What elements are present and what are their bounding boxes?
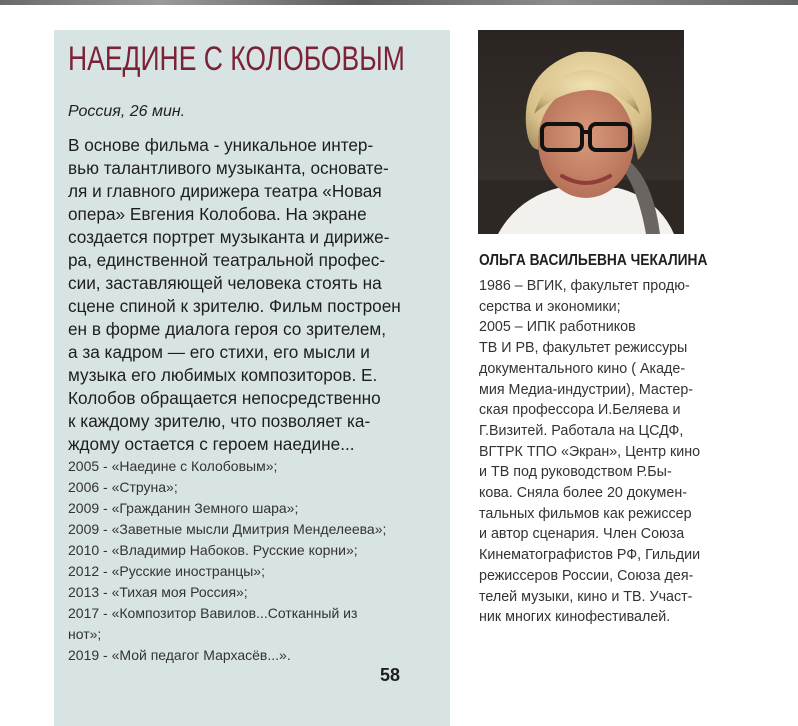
filmography-item: 2010 - «Владимир Набоков. Русские корни»; [68, 542, 358, 558]
filmography-item: 2012 - «Русские иностранцы»; [68, 563, 265, 579]
filmography-list [68, 456, 448, 666]
film-title: НАЕДИНЕ С КОЛОБОВЫМ [68, 40, 405, 78]
description-line: ждому остается с героем наедине... [68, 434, 355, 454]
filmography-item: нот»; [68, 626, 102, 642]
filmography-item: 2006 - «Струна»; [68, 479, 178, 495]
description-line: В основе фильма - уникальное интер- [68, 135, 374, 155]
bio-line: режиссеров России, Союза дея- [479, 567, 694, 584]
bio-line: ская профессора И.Беляева и [479, 402, 681, 419]
description-line: ля и главного дирижера театра «Новая [68, 181, 382, 201]
filmography-item: 2019 - «Мой педагог Мархасёв...». [68, 647, 291, 663]
bio-line: 2005 – ИПК работников [479, 319, 636, 336]
director-portrait [478, 30, 684, 234]
bio-line: 1986 – ВГИК, факультет продю- [479, 278, 690, 294]
filmography-item: 2013 - «Тихая моя Россия»; [68, 584, 248, 600]
description-line: вью талантливого музыканта, основате- [68, 158, 389, 178]
director-name: ОЛЬГА ВАСИЛЬЕВНА ЧЕКАЛИНА [479, 252, 708, 269]
film-meta: Россия, 26 мин. [68, 103, 186, 120]
bio-line: Г.Визитей. Работала на ЦСДФ, [479, 422, 684, 439]
description-line: сцене спиной к зрителю. Фильм построен [68, 296, 401, 316]
film-description [68, 134, 448, 456]
bio-line: ТВ И РВ, факультет режиссуры [479, 340, 688, 357]
bio-line: кова. Сняла более 20 докумен- [479, 485, 687, 502]
filmography-item: 2005 - «Наедине с Колобовым»; [68, 458, 278, 474]
filmography-item: 2009 - «Заветные мысли Дмитрия Менделеева»; [68, 521, 387, 537]
filmography-item: 2017 - «Композитор Вавилов...Сотканный из [68, 605, 358, 621]
description-line: создается портрет музыканта и дириже- [68, 227, 390, 247]
description-line: опера» Евгения Колобова. На экране [68, 204, 367, 224]
bio-line: тальных фильмов как режиссер [479, 505, 692, 522]
director-bio [479, 276, 789, 628]
bio-line: серства и экономики; [479, 298, 621, 315]
description-line: ра, единственной театральной профес- [68, 250, 386, 270]
description-line: а за кадром — его стихи, его мысли и [68, 342, 370, 362]
description-line: музыка его любимых композиторов. Е. [68, 365, 378, 385]
bio-line: мия Медиа-индустрии), Мастер- [479, 381, 694, 398]
page-number: 58 [380, 665, 401, 685]
bio-line: и автор сценария. Член Союза [479, 526, 685, 543]
bio-line: ВГТРК ТПО «Экран», Центр кино [479, 443, 701, 460]
bio-line: Кинематографистов РФ, Гильдии [479, 547, 701, 564]
top-photo-strip [0, 0, 798, 5]
bio-line: документального кино ( Акаде- [479, 360, 686, 377]
bio-line: ник многих кинофестивалей. [479, 609, 671, 626]
description-line: ен в форме диалога героя со зрителем, [68, 319, 386, 339]
bio-line: телей музыки, кино и ТВ. Участ- [479, 588, 693, 605]
filmography-item: 2009 - «Гражданин Земного шара»; [68, 500, 299, 516]
bio-line: и ТВ под руководством Р.Бы- [479, 464, 672, 481]
description-line: Колобов обращается непосредственно [68, 388, 381, 408]
description-line: к каждому зрителю, что позволяет ка- [68, 411, 371, 431]
description-line: сии, заставляющей человека стоять на [68, 273, 382, 293]
